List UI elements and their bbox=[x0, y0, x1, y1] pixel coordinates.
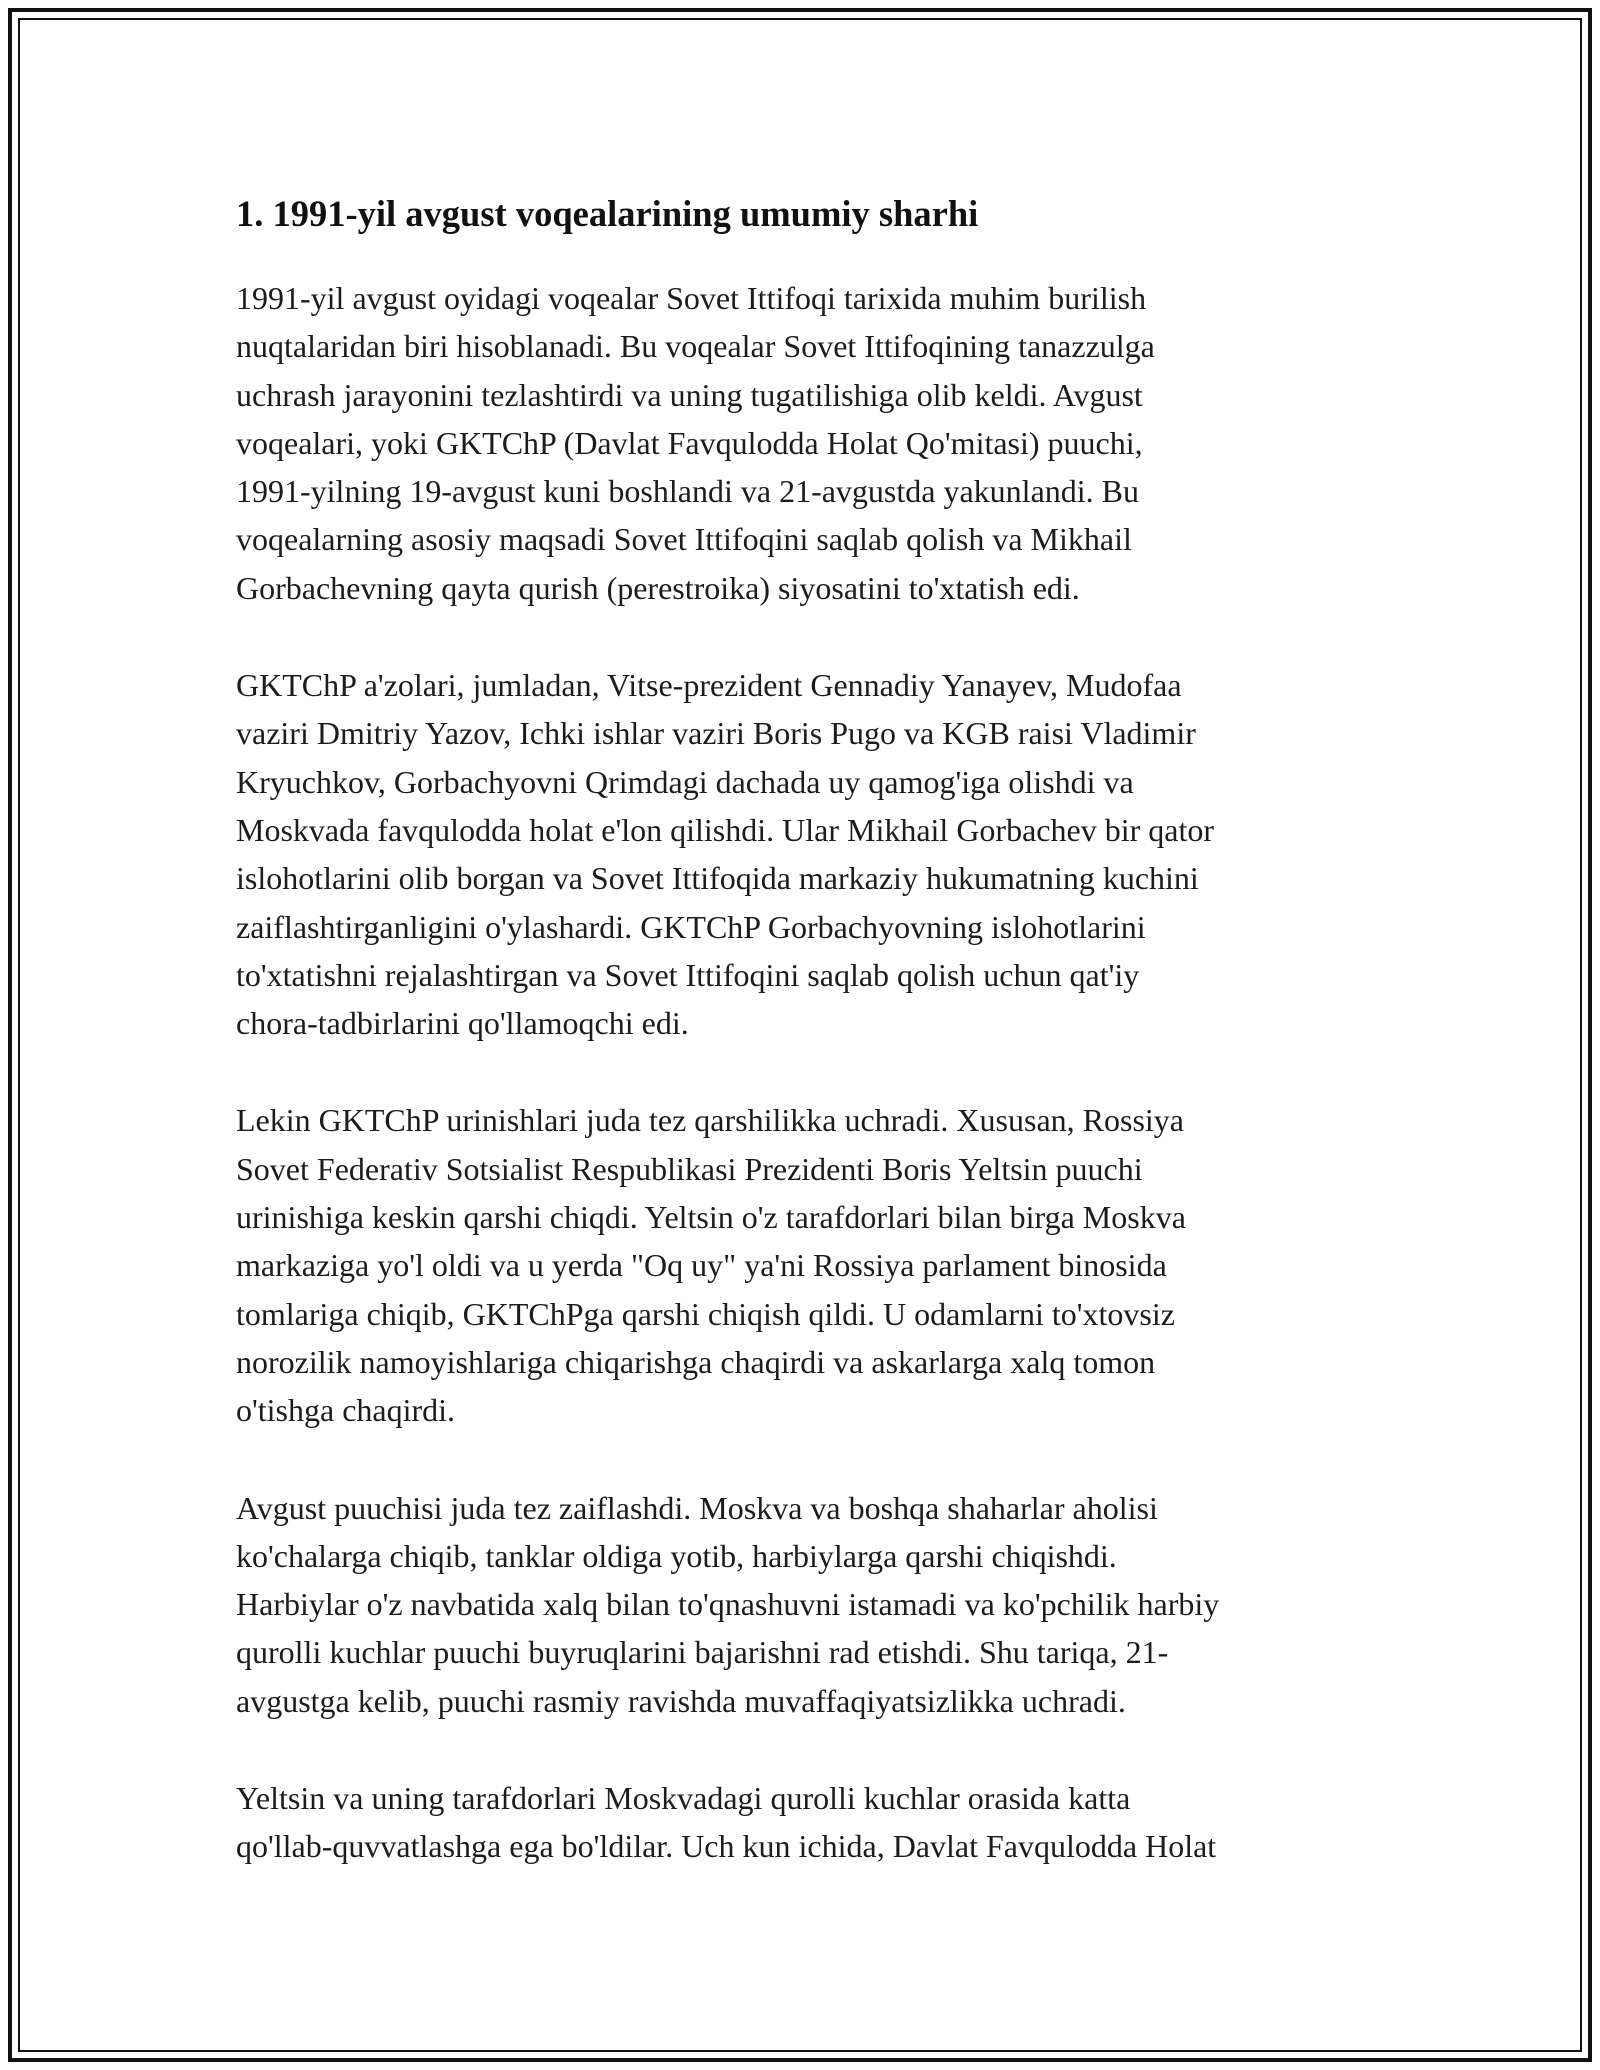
paragraph-2: GKTChP a'zolari, jumladan, Vitse-prezident Gennadiy Yanayev, Mudofaa vaziri Dmitriy Yazov, Ichki ishlar vaziri Boris Pugo va KGB raisi Vladimir Kryuchkov, Gorbachyovni Qrimdagi dachada uy qamog'iga olishdi va Moskvada favqulodda holat e'lon qilishdi. Ular Mikhail Gorbachev bir qator islohotlarini olib borgan va Sovet Ittifoqida markaziy hukumatning kuchini zaiflashtirganligini o'ylashardi. GKTChP Gorbachyovning islohotlarini to'xtatishni rejalashtirgan va Sovet Ittifoqini saqlab qolish uchun qat'iy chora-tadbirlarini qo'llamoqchi edi. bbox=[236, 667, 1214, 1042]
paragraph-3: Lekin GKTChP urinishlari juda tez qarshilikka uchradi. Xususan, Rossiya Sovet Federativ Sotsialist Respublikasi Prezidenti Boris Yeltsin puuchi urinishiga keskin qarshi chiqdi. Yeltsin o'z tarafdorlari bilan birga Moskva markaziga yo'l oldi va u yerda "Oq uy" ya'ni Rossiya parlament binosida tomlariga chiqib, GKTChPga qarshi chiqish qildi. U odamlarni to'xtovsiz norozilik namoyishlariga chiqarishga chaqirdi va askarlarga xalq tomon o'tishga chaqirdi. bbox=[236, 1102, 1186, 1429]
paragraph-4: Avgust puuchisi juda tez zaiflashdi. Moskva va boshqa shaharlar aholisi ko'chalarga chiqib, tanklar oldiga yotib, harbiylarga qarshi chiqishdi. Harbiylar o'z navbatida xalq bilan to'qnashuvni istamadi va ko'pchilik harbiy qurolli kuchlar puuchi buyruqlarini bajarishni rad etishdi. Shu tariqa, 21- avgustga kelib, puuchi rasmiy ravishda muvaffaqiyatsizlikka uchradi. bbox=[236, 1489, 1220, 1719]
paragraph-1: 1991-yil avgust oyidagi voqealar Sovet Ittifoqi tarixida muhim burilish nuqtalaridan biri hisoblanadi. Bu voqealar Sovet Ittifoqining tanazzulga uchrash jarayonini tezlashtirdi va uning tugatilishiga olib keldi. Avgust voqealari, yoki GKTChP (Davlat Favqulodda Holat Qo'mitasi) puuchi, 1991-yilning 19-avgust kuni boshlandi va 21-avgustda yakunlandi. Bu voqealarning asosiy maqsadi Sovet Ittifoqini saqlab qolish va Mikhail Gorbachevning qayta qurish (perestroika) siyosatini to'xtatish edi. bbox=[236, 280, 1155, 606]
section-heading: 1. 1991-yil avgust voqealarining umumiy sharhi bbox=[236, 193, 979, 234]
paragraph-5: Yeltsin va uning tarafdorlari Moskvadagi qurolli kuchlar orasida katta qo'llab-quvvatlashga ega bo'ldilar. Uch kun ichida, Davlat Favqulodda Holat bbox=[236, 1780, 1217, 1865]
document-body bbox=[236, 188, 1376, 1920]
